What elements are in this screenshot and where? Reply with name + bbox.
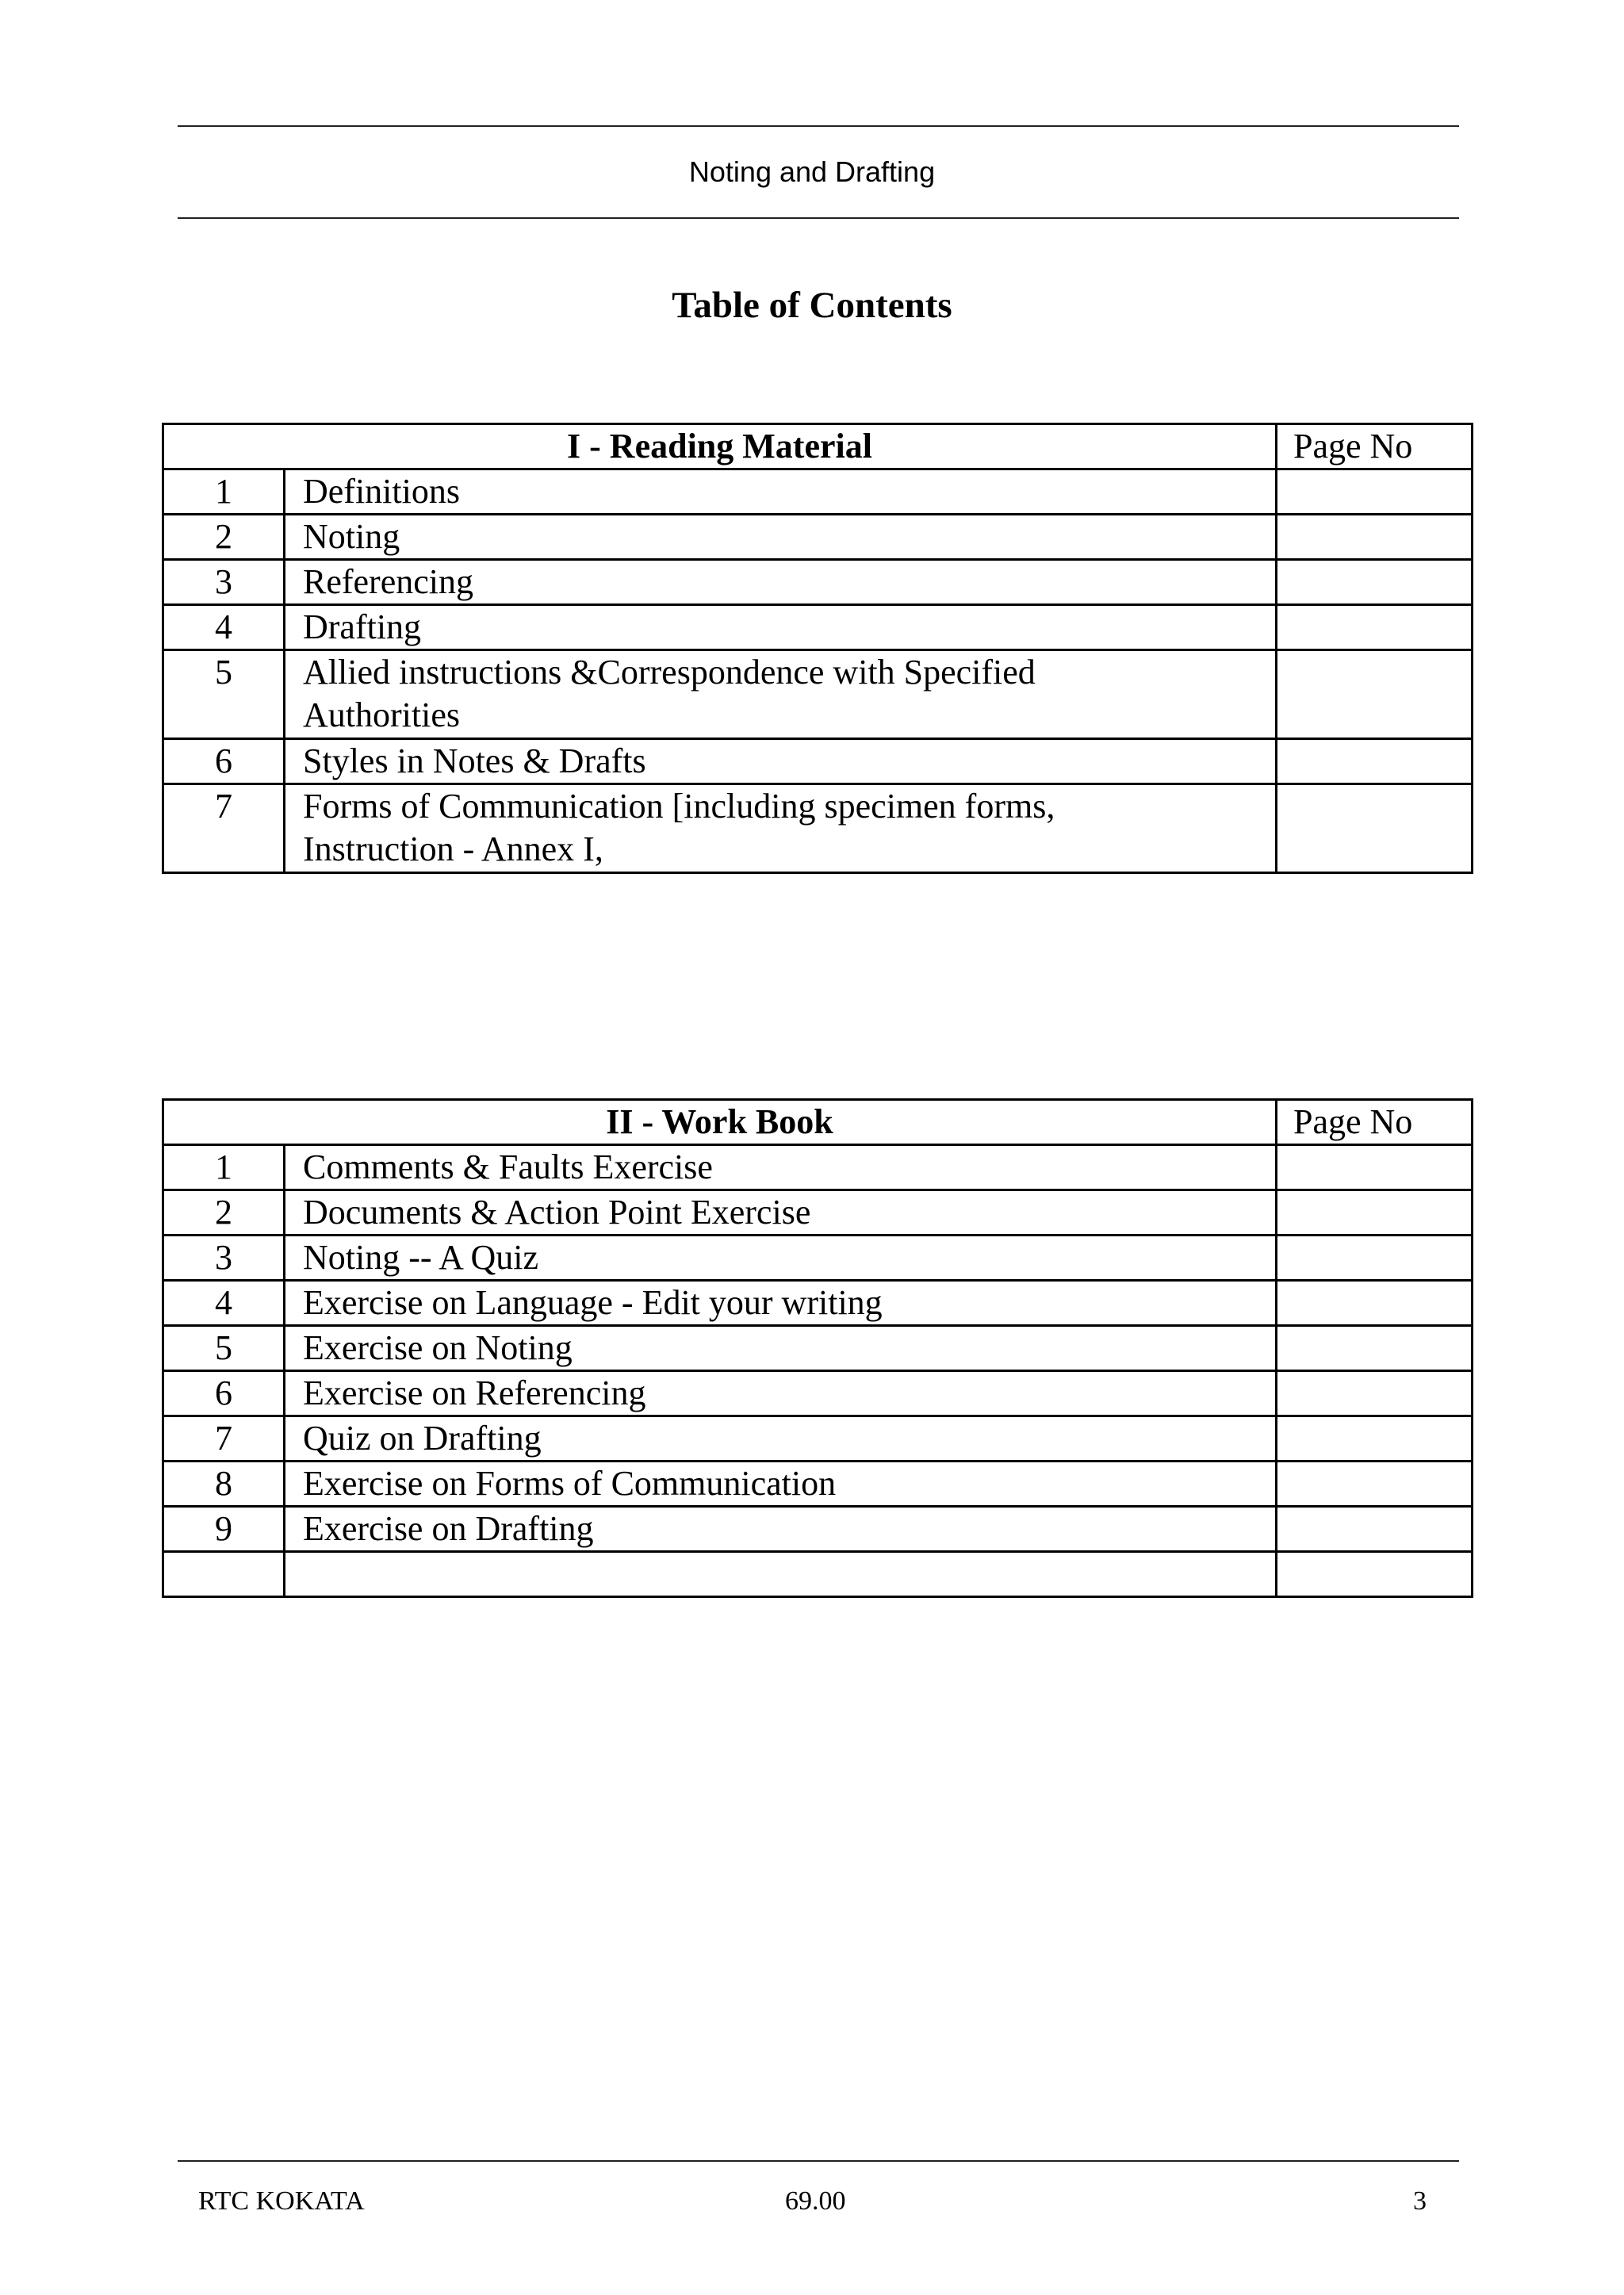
row-page xyxy=(1277,739,1473,784)
table-row xyxy=(163,739,1473,784)
row-title: Forms of Communication [including specimen forms, Instruction - Annex I, xyxy=(285,784,1277,873)
table-row xyxy=(163,1416,1473,1462)
row-page xyxy=(1277,784,1473,873)
table-row xyxy=(163,469,1473,515)
row-number: 9 xyxy=(163,1507,285,1552)
row-title: Exercise on Noting xyxy=(285,1326,1277,1371)
row-number: 4 xyxy=(163,1281,285,1326)
row-page xyxy=(1277,605,1473,650)
header-rule-top xyxy=(178,125,1459,127)
reading-material-table xyxy=(162,423,1473,874)
row-page xyxy=(1277,1462,1473,1507)
table-row xyxy=(163,515,1473,560)
table-row xyxy=(163,1281,1473,1326)
row-page xyxy=(1277,1281,1473,1326)
row-page xyxy=(1277,469,1473,515)
row-title: Allied instructions &Correspondence with Specified Authorities xyxy=(285,650,1277,739)
row-number xyxy=(163,1552,285,1597)
table-row xyxy=(163,784,1473,873)
table-header-row xyxy=(163,424,1473,469)
row-number: 4 xyxy=(163,605,285,650)
footer-page-number: 3 xyxy=(1413,2186,1427,2216)
footer-rule xyxy=(178,2160,1459,2162)
row-number: 7 xyxy=(163,784,285,873)
row-page xyxy=(1277,515,1473,560)
row-title: Exercise on Forms of Communication xyxy=(285,1462,1277,1507)
table-row xyxy=(163,1145,1473,1190)
table-row xyxy=(163,1371,1473,1416)
row-page xyxy=(1277,1145,1473,1190)
empty-table-row xyxy=(163,1552,1473,1597)
row-number: 3 xyxy=(163,1236,285,1281)
row-page xyxy=(1277,1416,1473,1462)
table-row xyxy=(163,560,1473,605)
row-page xyxy=(1277,650,1473,739)
row-title: Definitions xyxy=(285,469,1277,515)
row-number: 1 xyxy=(163,469,285,515)
table-header-row xyxy=(163,1100,1473,1145)
row-page xyxy=(1277,1326,1473,1371)
footer-left: RTC KOKATA xyxy=(198,2186,365,2216)
row-number: 2 xyxy=(163,1190,285,1236)
row-title xyxy=(285,1552,1277,1597)
row-page xyxy=(1277,1236,1473,1281)
table-row xyxy=(163,1236,1473,1281)
row-title: Comments & Faults Exercise xyxy=(285,1145,1277,1190)
row-page xyxy=(1277,1507,1473,1552)
row-number: 7 xyxy=(163,1416,285,1462)
work-book-table xyxy=(162,1098,1473,1598)
footer-center: 69.00 xyxy=(785,2186,846,2216)
row-title: Drafting xyxy=(285,605,1277,650)
row-title: Exercise on Language - Edit your writing xyxy=(285,1281,1277,1326)
table-row xyxy=(163,1507,1473,1552)
row-page xyxy=(1277,1552,1473,1597)
row-title: Quiz on Drafting xyxy=(285,1416,1277,1462)
table-row xyxy=(163,605,1473,650)
row-title: Styles in Notes & Drafts xyxy=(285,739,1277,784)
table-row xyxy=(163,1190,1473,1236)
table-row xyxy=(163,1326,1473,1371)
row-title: Noting -- A Quiz xyxy=(285,1236,1277,1281)
row-title: Exercise on Referencing xyxy=(285,1371,1277,1416)
row-number: 1 xyxy=(163,1145,285,1190)
row-number: 6 xyxy=(163,739,285,784)
row-number: 5 xyxy=(163,1326,285,1371)
row-title: Documents & Action Point Exercise xyxy=(285,1190,1277,1236)
page-no-header: Page No xyxy=(1277,424,1473,469)
row-number: 2 xyxy=(163,515,285,560)
running-header: Noting and Drafting xyxy=(688,155,936,188)
table-row xyxy=(163,650,1473,739)
row-title: Referencing xyxy=(285,560,1277,605)
row-page xyxy=(1277,560,1473,605)
row-number: 3 xyxy=(163,560,285,605)
row-title: Noting xyxy=(285,515,1277,560)
row-page xyxy=(1277,1371,1473,1416)
section-heading: II - Work Book xyxy=(163,1100,1277,1145)
page-no-header: Page No xyxy=(1277,1100,1473,1145)
page-title: Table of Contents xyxy=(672,285,952,326)
row-page xyxy=(1277,1190,1473,1236)
section-heading: I - Reading Material xyxy=(163,424,1277,469)
header-rule-bottom xyxy=(178,217,1459,219)
row-title: Exercise on Drafting xyxy=(285,1507,1277,1552)
row-number: 5 xyxy=(163,650,285,739)
row-number: 6 xyxy=(163,1371,285,1416)
row-number: 8 xyxy=(163,1462,285,1507)
table-row xyxy=(163,1462,1473,1507)
